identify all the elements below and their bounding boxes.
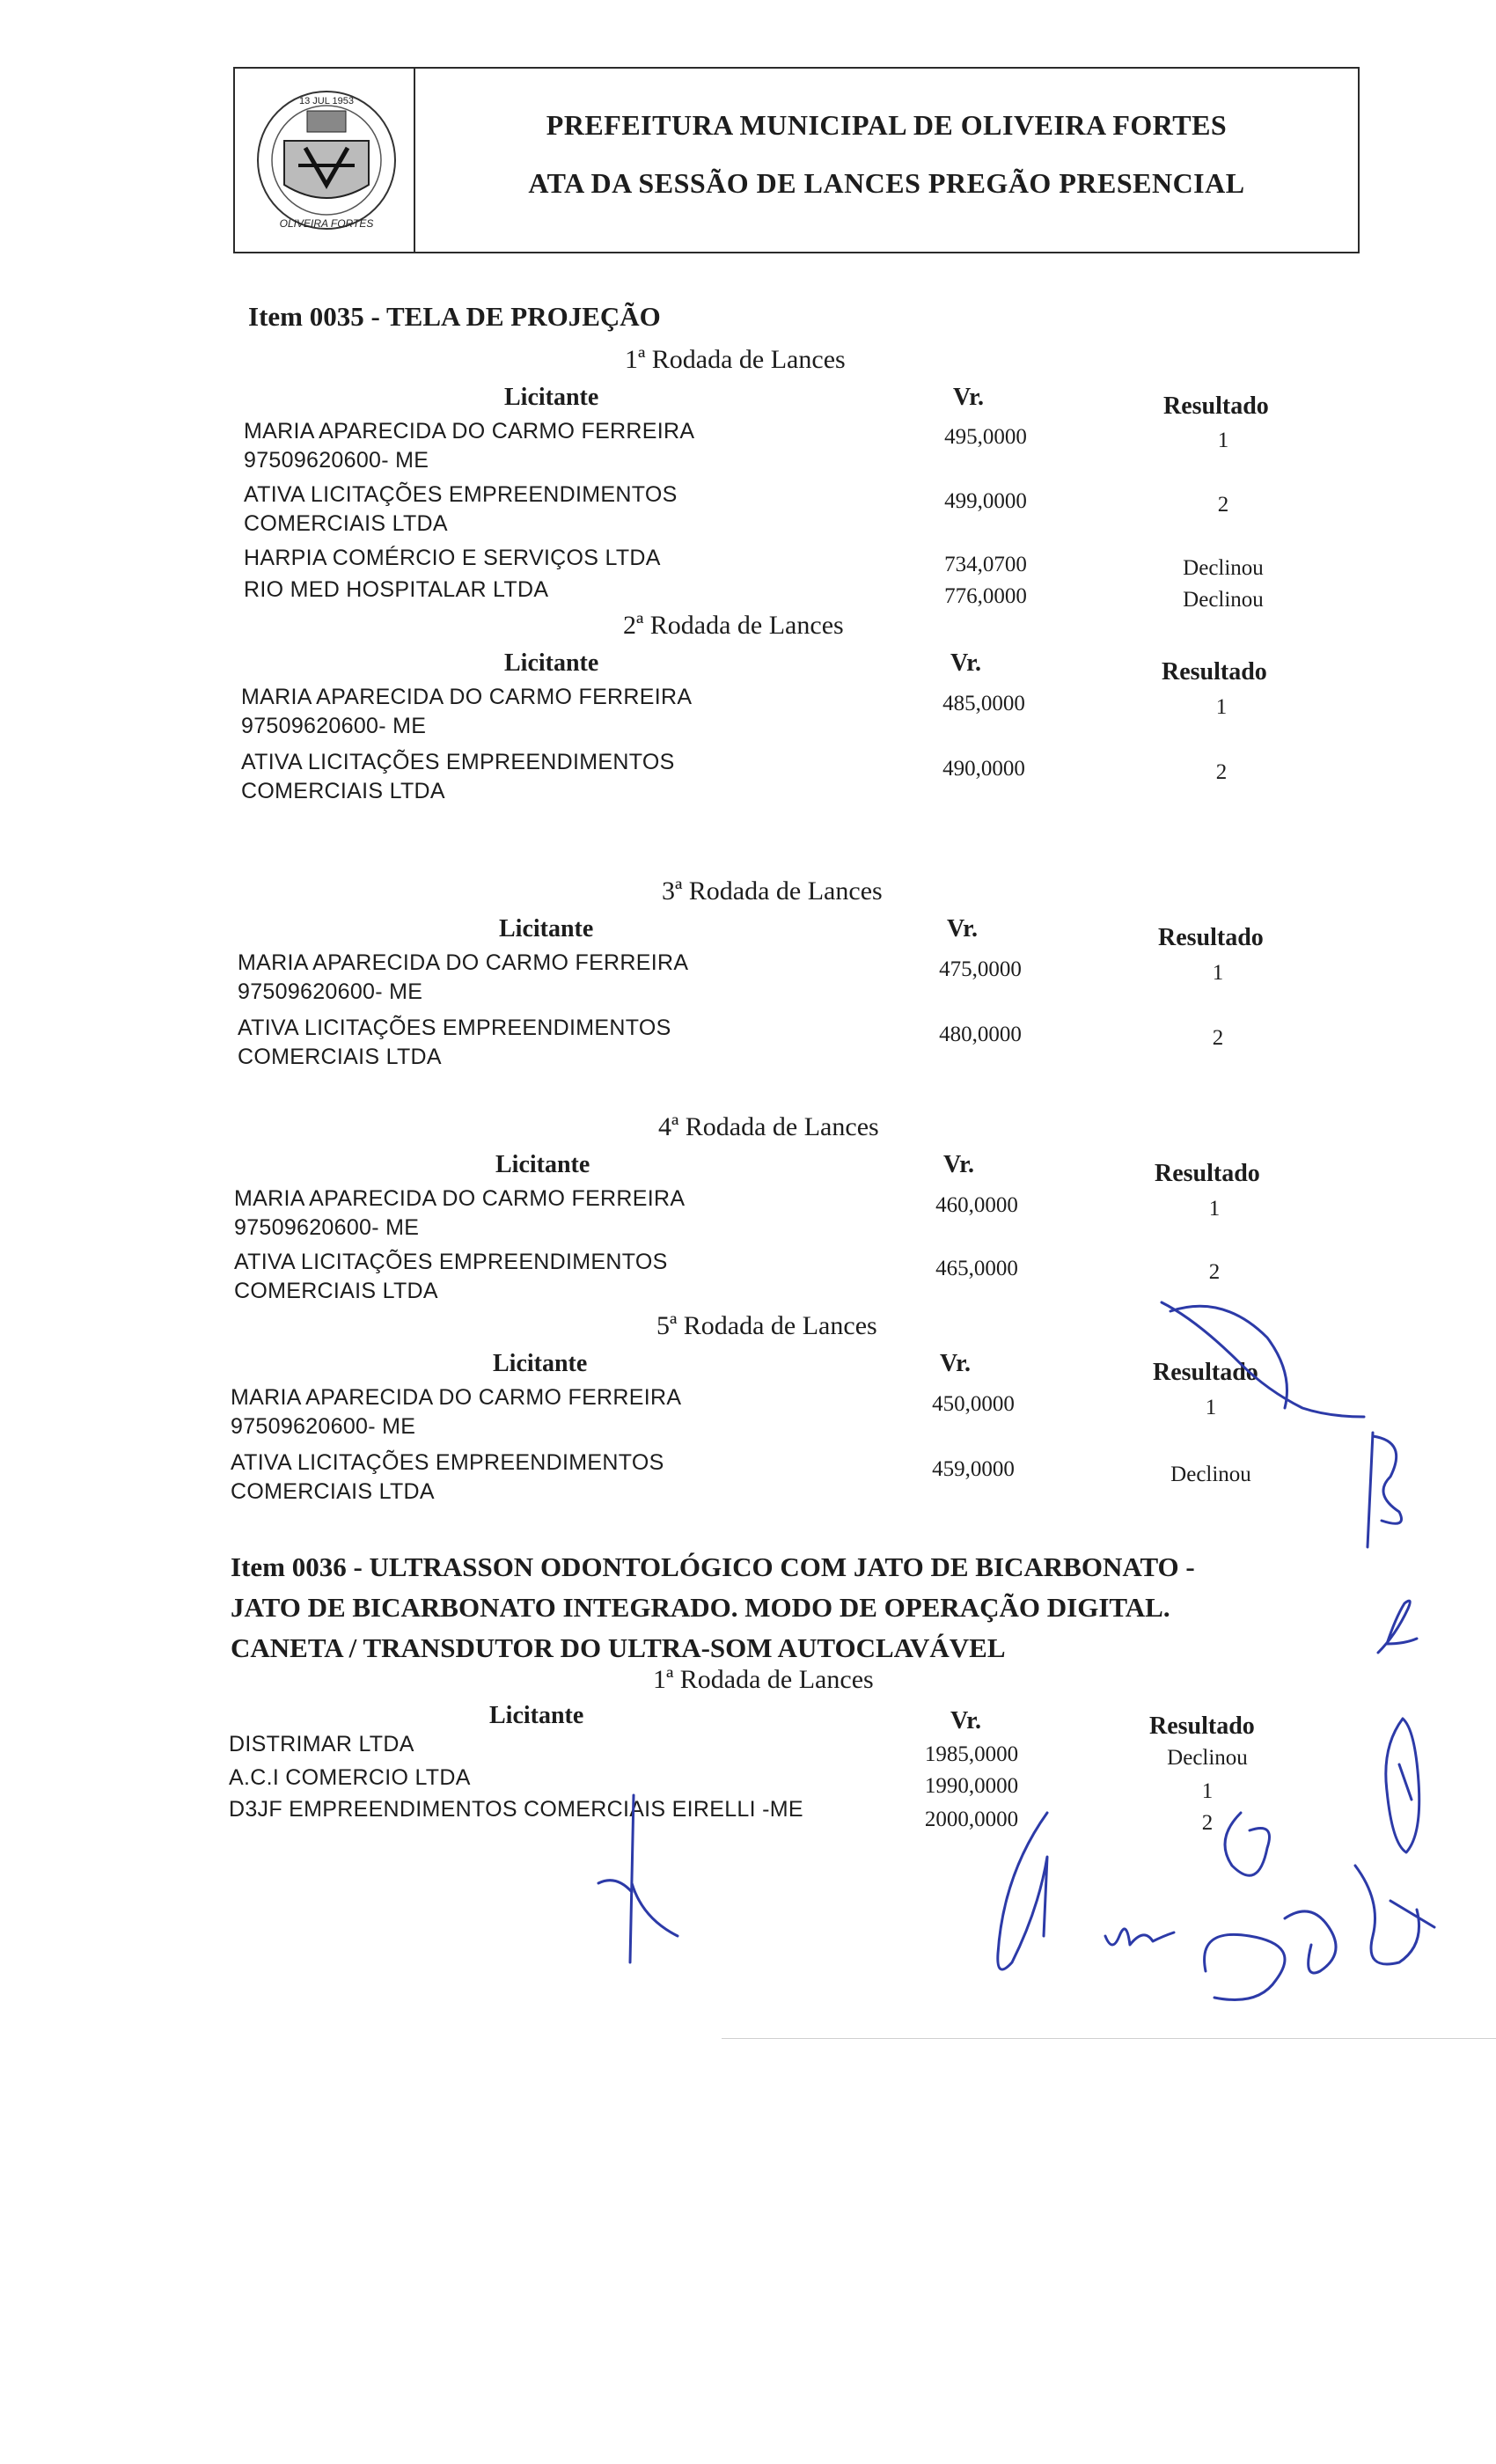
bid-result: 1 — [1217, 429, 1229, 452]
bid-value: 490,0000 — [942, 757, 1025, 781]
bid-row-bidder: ATIVA LICITAÇÕES EMPREENDIMENTOS COMERCIAIS LTDA — [231, 1450, 664, 1504]
handwritten-signature-icon — [1179, 1795, 1443, 2024]
bid-row-bidder: D3JF EMPREENDIMENTOS COMERCIAIS EIRELLI -ME — [229, 1797, 803, 1822]
bid-result: 2 — [1215, 760, 1228, 784]
bid-row-bidder: MARIA APARECIDA DO CARMO FERREIRA 97509620600- ME — [234, 1186, 686, 1240]
bid-result: 1 — [1208, 1197, 1221, 1221]
bid-value: 499,0000 — [944, 489, 1027, 513]
bid-result: 1 — [1212, 961, 1224, 985]
bid-value: 459,0000 — [932, 1457, 1015, 1481]
bid-value: 465,0000 — [935, 1257, 1018, 1280]
bid-row-bidder: ATIVA LICITAÇÕES EMPREENDIMENTOS COMERCIAIS LTDA — [238, 1016, 671, 1069]
header-title-session: ATA DA SESSÃO DE LANCES PREGÃO PRESENCIAL — [528, 167, 1245, 199]
bid-value: 450,0000 — [932, 1392, 1015, 1416]
bid-result: Declinou — [1170, 1463, 1251, 1486]
column-header-valor: Vr. — [953, 384, 984, 411]
bid-result: 1 — [1201, 1779, 1214, 1803]
bid-value: 475,0000 — [939, 957, 1022, 981]
bid-row-bidder: RIO MED HOSPITALAR LTDA — [244, 577, 549, 602]
column-header-licitante: Licitante — [504, 649, 599, 677]
handwritten-signature-icon — [1355, 1424, 1417, 1556]
handwritten-signature-icon — [986, 1804, 1065, 1980]
round-title: 1ª Rodada de Lances — [625, 345, 846, 374]
bid-row-bidder: ATIVA LICITAÇÕES EMPREENDIMENTOS COMERCIAIS LTDA — [234, 1250, 668, 1303]
item-36-title: Item 0036 - ULTRASSON ODONTOLÓGICO COM JATO DE BICARBONATO - JATO DE BICARBONATO INTEGRADO. MODO DE OPERAÇÃO DIGITAL. CANETA / TRANSDUTOR DO ULTRA-SOM AUTOCLAVÁVEL — [231, 1551, 1195, 1663]
bid-row-bidder: MARIA APARECIDA DO CARMO FERREIRA 97509620600- ME — [241, 685, 693, 738]
bid-value: 1985,0000 — [924, 1742, 1019, 1766]
bid-result: 2 — [1201, 1811, 1214, 1835]
bid-row-bidder: HARPIA COMÉRCIO E SERVIÇOS LTDA — [244, 546, 661, 570]
column-header-resultado: Resultado — [1155, 1160, 1260, 1187]
bid-result: 2 — [1217, 493, 1229, 517]
logo-cell — [235, 69, 415, 252]
bid-row-bidder: MARIA APARECIDA DO CARMO FERREIRA 97509620600- ME — [244, 419, 695, 473]
bid-value: 460,0000 — [935, 1193, 1018, 1217]
bid-result: Declinou — [1183, 556, 1264, 580]
bid-result: 1 — [1205, 1396, 1217, 1419]
bid-result: Declinou — [1183, 588, 1264, 612]
bid-result: 2 — [1208, 1260, 1221, 1284]
column-header-resultado: Resultado — [1162, 658, 1267, 686]
bid-value: 485,0000 — [942, 692, 1025, 715]
column-header-licitante: Licitante — [499, 915, 594, 942]
round-title: 4ª Rodada de Lances — [658, 1112, 879, 1141]
bid-value: 495,0000 — [944, 425, 1027, 449]
municipal-seal-icon — [253, 79, 400, 241]
strike-mark — [1144, 1285, 1373, 1426]
column-header-resultado: Resultado — [1163, 392, 1269, 420]
round-title: 2ª Rodada de Lances — [623, 611, 844, 640]
bid-value: 2000,0000 — [924, 1808, 1019, 1831]
seal-date: 13 JUL 1953 — [299, 96, 354, 106]
column-header-valor: Vr. — [947, 915, 978, 942]
column-header-valor: Vr. — [940, 1350, 971, 1377]
column-header-licitante: Licitante — [489, 1702, 584, 1729]
bid-row-bidder: ATIVA LICITAÇÕES EMPREENDIMENTOS COMERCIAIS LTDA — [244, 482, 678, 536]
bid-row-bidder: A.C.I COMERCIO LTDA — [229, 1765, 471, 1790]
round-title: 1ª Rodada de Lances — [653, 1665, 874, 1694]
scan-edge-line — [722, 2038, 1496, 2039]
column-header-resultado: Resultado — [1149, 1712, 1255, 1740]
round-title: 3ª Rodada de Lances — [662, 876, 883, 906]
bid-result: 2 — [1212, 1026, 1224, 1050]
header-title-municipality: PREFEITURA MUNICIPAL DE OLIVEIRA FORTES — [546, 109, 1228, 141]
column-header-valor: Vr. — [943, 1151, 974, 1178]
bid-value: 480,0000 — [939, 1023, 1022, 1046]
column-header-licitante: Licitante — [504, 384, 599, 411]
bid-row-bidder: MARIA APARECIDA DO CARMO FERREIRA 97509620600- ME — [231, 1385, 682, 1439]
column-header-valor: Vr. — [950, 649, 981, 677]
bid-row-bidder: DISTRIMAR LTDA — [229, 1732, 414, 1756]
bid-result: Declinou — [1167, 1746, 1248, 1770]
handwritten-signature-icon — [581, 1786, 695, 1971]
round-title: 5ª Rodada de Lances — [656, 1311, 877, 1340]
bid-value: 1990,0000 — [924, 1774, 1019, 1798]
column-header-licitante: Licitante — [495, 1151, 590, 1178]
bid-row-bidder: MARIA APARECIDA DO CARMO FERREIRA 97509620600- ME — [238, 950, 689, 1004]
column-header-licitante: Licitante — [493, 1350, 588, 1377]
bid-value: 734,0700 — [944, 553, 1027, 576]
document-header — [233, 67, 1360, 253]
item-35-title: Item 0035 - TELA DE PROJEÇÃO — [248, 301, 661, 332]
bid-row-bidder: ATIVA LICITAÇÕES EMPREENDIMENTOS COMERCIAIS LTDA — [241, 750, 675, 803]
column-header-resultado: Resultado — [1158, 924, 1264, 951]
column-header-resultado: Resultado — [1153, 1359, 1258, 1386]
bid-result: 1 — [1215, 695, 1228, 719]
handwritten-initial-icon — [1100, 1910, 1179, 1962]
column-header-valor: Vr. — [950, 1707, 981, 1734]
handwritten-initial-icon — [1369, 1591, 1422, 1661]
seal-name: OLIVEIRA FORTES — [279, 217, 374, 230]
bid-value: 776,0000 — [944, 584, 1027, 608]
